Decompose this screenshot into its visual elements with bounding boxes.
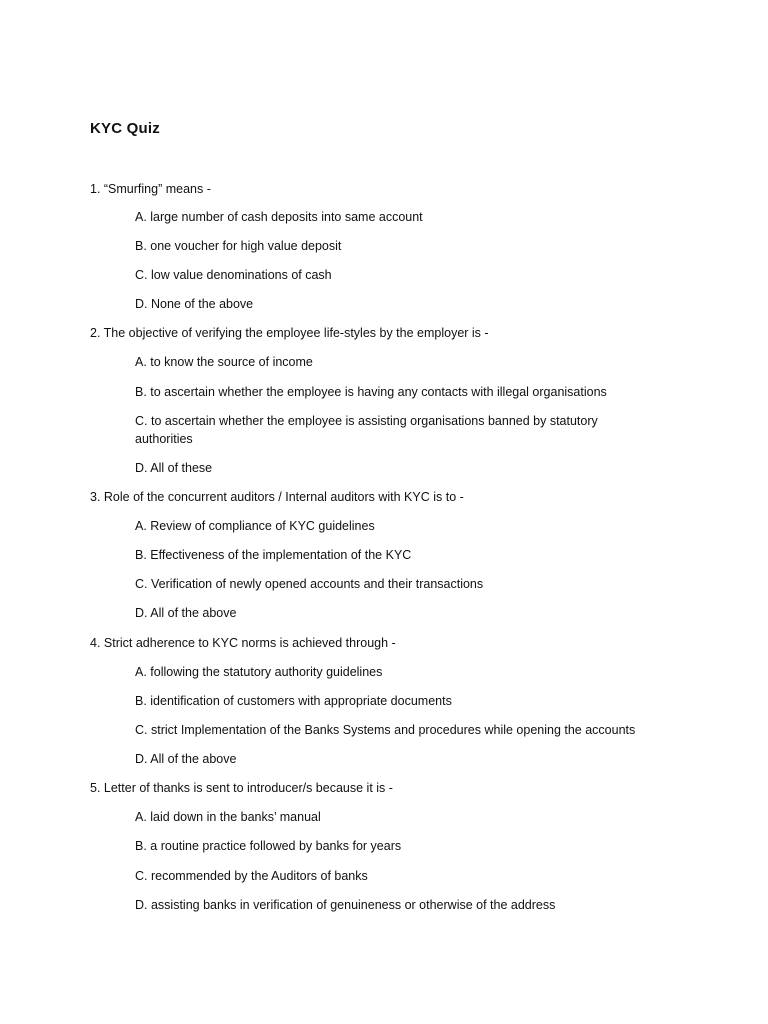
question-3-option-c: C. Verification of newly opened accounts and their transactions (135, 577, 484, 591)
question-2: 2. The objective of verifying the employee life-styles by the employer is - (90, 326, 489, 340)
question-5: 5. Letter of thanks is sent to introducer/s because it is - (90, 781, 393, 795)
question-1-option-b: B. one voucher for high value deposit (135, 239, 342, 253)
page-title: KYC Quiz (90, 120, 160, 137)
question-5-option-d: D. assisting banks in verification of genuineness or otherwise of the address (135, 898, 556, 912)
question-1-option-a: A. large number of cash deposits into same account (135, 210, 423, 224)
question-3-option-d: D. All of the above (135, 606, 237, 620)
question-3: 3. Role of the concurrent auditors / Internal auditors with KYC is to - (90, 490, 464, 504)
question-4-option-b: B. identification of customers with appropriate documents (135, 694, 452, 708)
question-2-option-b: B. to ascertain whether the employee is having any contacts with illegal organisations (135, 385, 607, 399)
question-3-option-b: B. Effectiveness of the implementation of the KYC (135, 548, 412, 562)
question-2-option-d: D. All of these (135, 461, 213, 475)
question-5-option-a: A. laid down in the banks’ manual (135, 810, 321, 824)
question-4-option-c: C. strict Implementation of the Banks Systems and procedures while opening the accounts (135, 723, 636, 737)
question-2-option-c: C. to ascertain whether the employee is assisting organisations banned by statutory authorities (135, 414, 598, 446)
question-1: 1. “Smurfing” means - (90, 182, 211, 196)
question-5-option-c: C. recommended by the Auditors of banks (135, 869, 368, 883)
question-2-option-a: A. to know the source of income (135, 355, 313, 369)
question-3-option-a: A. Review of compliance of KYC guidelines (135, 519, 375, 533)
question-1-option-c: C. low value denominations of cash (135, 268, 332, 282)
question-4-option-d: D. All of the above (135, 752, 237, 766)
question-1-option-d: D. None of the above (135, 297, 254, 311)
question-5-option-b: B. a routine practice followed by banks for years (135, 839, 402, 853)
question-4: 4. Strict adherence to KYC norms is achieved through - (90, 636, 396, 650)
question-4-option-a: A. following the statutory authority guidelines (135, 665, 383, 679)
